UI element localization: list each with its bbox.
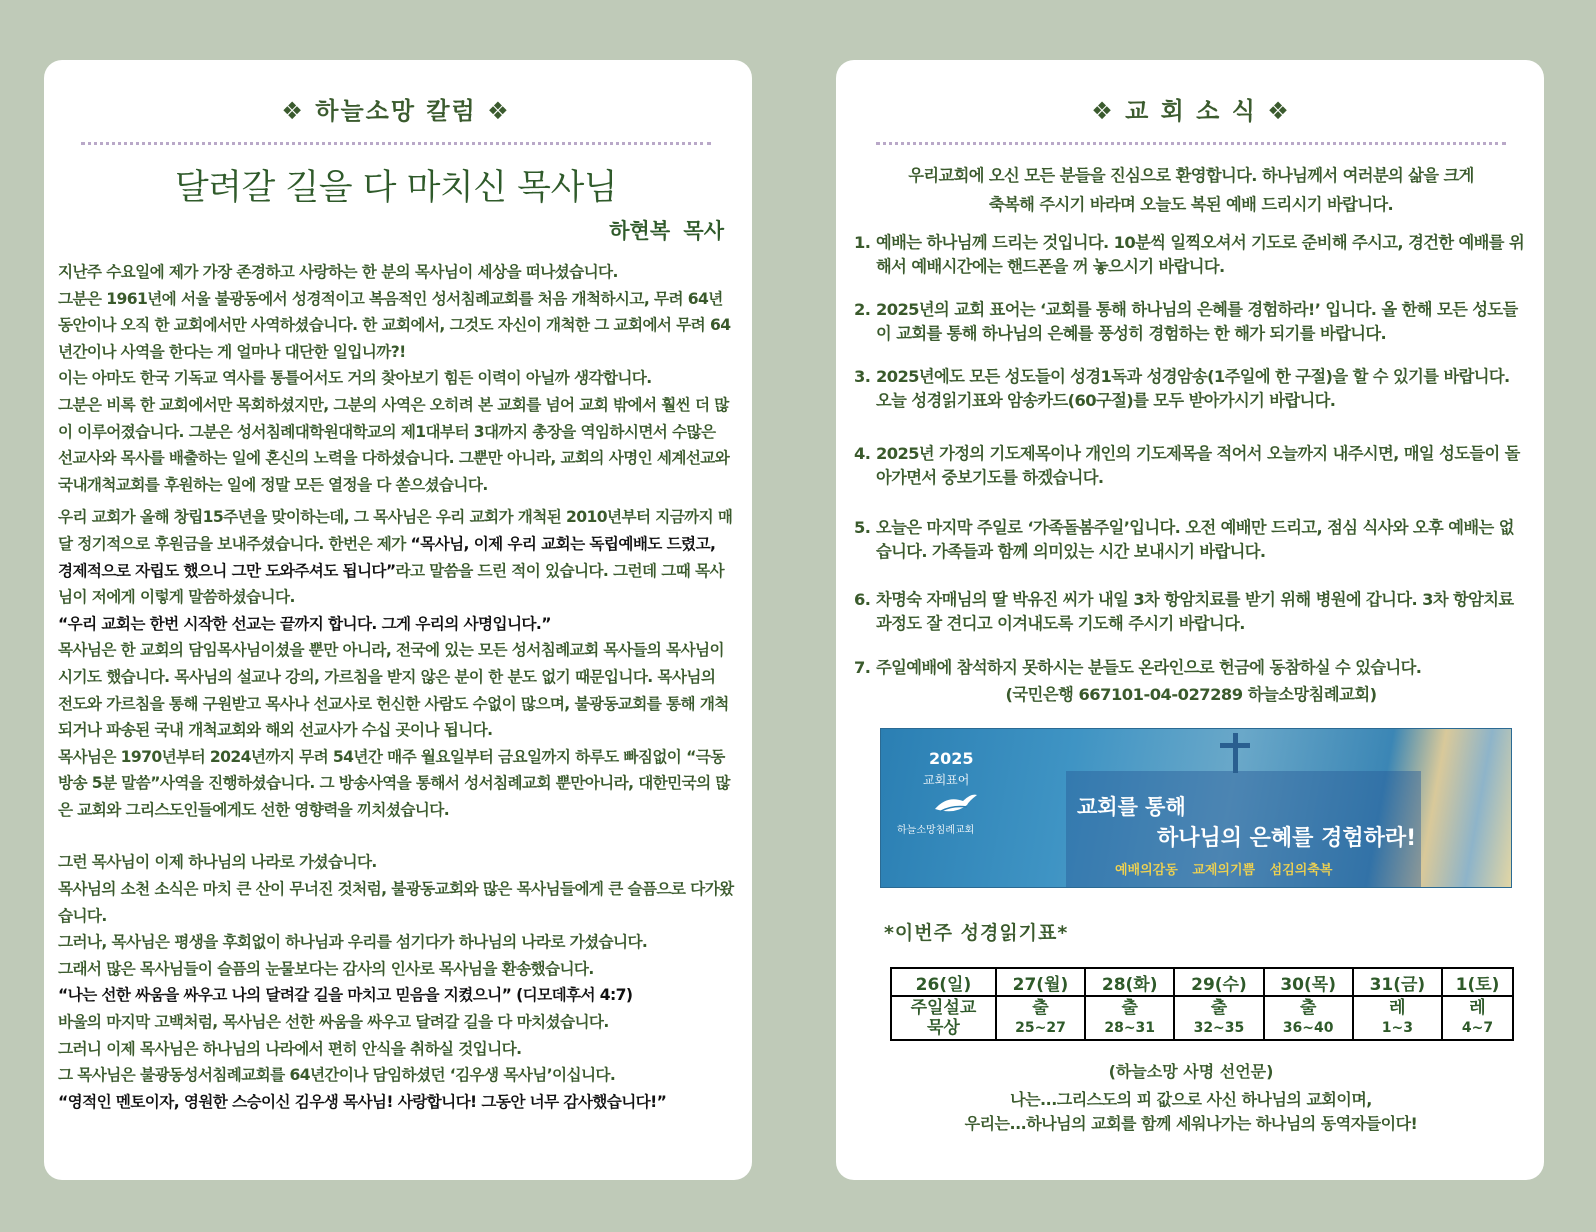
paragraph: 이는 아마도 한국 기독교 역사를 통틀어서도 거의 찾아보기 힘든 이력이 아닐까 생각합니다. [58,369,652,388]
notice-item [854,365,1528,413]
notice-number: 7. [854,658,871,677]
dove-logo-icon [933,791,979,817]
author: 하현복 목사 [609,219,724,243]
notice-item [854,656,1528,680]
notice-number: 2. [854,300,871,319]
notice-item [854,516,1528,564]
cross-icon [1233,733,1238,773]
day-header: 29(수) [1174,968,1263,996]
banner-year: 2025 [929,749,974,768]
notice-item [854,588,1528,636]
notice-item [854,298,1528,346]
cell-top: 주일설교 [910,998,977,1018]
closing-quote: “영적인 멘토이자, 영원한 스승이신 김우생 목사님! 사랑합니다! 그동안 너무 감사했습니다!” [58,1092,667,1111]
quote-line: “우리 교회는 한번 시작한 선교는 끝까지 합니다. 그게 우리의 사명입니다.” [58,614,551,633]
day-header: 1(토) [1442,968,1513,996]
news-panel [836,60,1544,1180]
paragraph: 목사님의 소천 소식은 마치 큰 산이 무너진 것처럼, 불광동교회와 많은 목사님들에게 큰 슬픔으로 다가왔습니다. [58,880,734,925]
day-header: 28(화) [1085,968,1174,996]
banner-subtitle: 교회표어 [923,773,970,787]
notice-text: 예배는 하나님께 드리는 것입니다. 10분씩 일찍오셔서 기도로 준비해 주시고, 경건한 예배를 위해서 예배시간에는 핸드폰을 꺼 놓으시기 바랍니다. [876,233,1525,276]
table-header-row [891,968,1513,996]
paragraph: 그러나, 목사님은 평생을 후회없이 하나님과 우리를 섬기다가 하나님의 나라로 가셨습니다. [58,933,648,952]
cell-top: 레 [1389,998,1406,1018]
paragraph: 그런 목사님이 이제 하나님의 나라로 가셨습니다. [58,853,377,872]
verse-ref: (디모데후서 4:7) [511,986,633,1005]
welcome-line: 우리교회에 오신 모든 분들을 진심으로 환영합니다. 하나님께서 여러분의 삶을 크게 [908,166,1474,185]
news-header: ❖ 교 회 소 식 ❖ [1091,97,1291,125]
divider [876,142,1506,145]
notice-number: 1. [854,233,871,252]
day-header: 30(목) [1264,968,1353,996]
banner-motto-line1: 교회를 통해 [1077,795,1186,819]
notice-list [854,231,1528,680]
paragraph: 그 목사님은 불광동성서침례교회를 64년간이나 담임하셨던 ‘김우생 목사님’이십니다. [58,1066,616,1085]
notice-text: 주일예배에 참석하지 못하시는 분들도 온라인으로 헌금에 동참하실 수 있습니다. [876,658,1422,677]
cell-bottom: 4~7 [1461,1020,1494,1036]
verse-line [58,982,734,1009]
mission-line: 우리는...하나님의 교회를 함께 세워나가는 하나님의 동역자들이다! [964,1114,1418,1133]
mission-line: 나는...그리스도의 피 값으로 사신 하나님의 교회이며, [1010,1090,1372,1109]
day-header: 31(금) [1353,968,1442,996]
notice-text: 2025년의 교회 표어는 ‘교회를 통해 하나님의 은혜를 경험하라!’ 입니다. 올 한해 모든 성도들이 교회를 통해 하나님의 은혜를 풍성히 경험하는 한 해가 되기를 바랍니다. [876,300,1518,343]
banner-tags: 예배의감동 교제의기쁨 섬김의축복 [1115,863,1333,878]
table-cell [891,996,996,1040]
notice-text: 차명숙 자매님의 딸 박유진 씨가 내일 3차 항암치료를 받기 위해 병원에 갑니다. 3차 항암치료 과정도 잘 견디고 이겨내도록 기도해 주시기 바랍니다. [876,590,1514,633]
cell-bottom: 1~3 [1381,1020,1413,1036]
welcome-line: 축복해 주시기 바라며 오늘도 복된 예배 드리시기 바랍니다. [988,195,1394,214]
table-cell [1264,996,1353,1040]
column-header: ❖ 하늘소망 칼럼 ❖ [281,97,511,125]
table-cell [1085,996,1174,1040]
table-cell [1174,996,1263,1040]
paragraph: 목사님은 1970년부터 2024년까지 무려 54년간 매주 월요일부터 금요일까지 하루도 빠짐없이 “극동방송 5분 말씀”사역을 진행하셨습니다. 그 방송사역을 통해서 성서침례교회 뿐만아니라, 대한민국의 많은 교회와 그리스도인들에게도 선한 영향력을 끼치셨습니다. [58,747,730,819]
paragraph: 지난주 수요일에 제가 가장 존경하고 사랑하는 한 분의 목사님이 세상을 떠나셨습니다. [58,263,618,281]
text-segment: 라고 말씀을 드린 적이 있습니다. 그런데 그때 목사님이 저에게 이렇게 말씀하셨습니다. [58,561,724,607]
motto-banner [880,728,1512,888]
cell-bottom: 묵상 [926,1018,960,1038]
welcome-message [854,161,1528,219]
day-header: 26(일) [891,968,996,996]
cell-bottom: 25~27 [1015,1020,1066,1036]
notice-number: 4. [854,444,871,463]
cell-top: 출 [1210,998,1228,1018]
reading-plan-title: *이번주 성경읽기표* [884,922,1069,944]
cell-bottom: 28~31 [1104,1020,1156,1036]
notice-item [854,442,1528,490]
text-segment: 우리 교회가 올해 창립15주년을 맞이하는데, 그 목사님은 우리 교회가 개척된 2010년부터 지금까지 매달 정기적으로 후원금을 보내주셨습니다. 한번은 제가 [58,508,733,553]
day-header: 27(월) [996,968,1085,996]
paragraph [58,504,734,610]
paragraph: 바울의 마지막 고백처럼, 목사님은 선한 싸움을 싸우고 달려갈 길을 다 마치셨습니다. [58,1013,609,1032]
banner-motto-line2: 하나님의 은혜를 경험하라! [1157,826,1417,851]
cell-bottom: 32~35 [1193,1020,1245,1036]
reading-plan-table [890,967,1514,1041]
cell-top: 출 [1032,998,1049,1018]
quote-segment: “목사님, 이제 우리 교회는 독립예배도 드렸고, 경제적으로 자립도 했으니 그만 도와주셔도 됩니다” [58,534,716,580]
mission-statement-title: (하늘소망 사명 선언문) [1108,1062,1274,1081]
notice-item [854,231,1528,279]
table-row [891,996,1513,1040]
column-panel [44,60,752,1180]
notice-number: 6. [854,590,871,609]
church-name: 하늘소망침례교회 [897,825,975,836]
column-body [58,259,734,1115]
notice-number: 3. [854,367,871,386]
paragraph: 그분은 1961년에 서울 불광동에서 성경적이고 복음적인 성서침례교회를 처음 개척하시고, 무려 64년 동안이나 오직 한 교회에서만 사역하셨습니다. 한 교회에서, 그것도 자신이 개척한 그 교회에서 무려 64년간이나 사역을 한다는 게 얼마나 대단한 일입니까?! [58,289,731,361]
paragraph: 그러니 이제 목사님은 하나님의 나라에서 편히 안식을 취하실 것입니다. [58,1039,522,1058]
table-cell [996,996,1085,1040]
notice-text: 오늘은 마지막 주일로 ‘가족돌봄주일’입니다. 오전 예배만 드리고, 점심 식사와 오후 예배는 없습니다. 가족들과 함께 의미있는 시간 보내시기 바랍니다. [876,518,1514,561]
cell-top: 레 [1469,998,1486,1018]
column-title: 달려갈 길을 다 마치신 목사님 [174,168,618,208]
cell-top: 출 [1299,998,1317,1018]
mission-statement [854,1088,1528,1136]
cross-icon [1220,743,1250,748]
cell-bottom: 36~40 [1282,1020,1334,1036]
bank-account: (국민은행 667101-04-027289 하늘소망침례교회) [1005,685,1377,704]
paragraph: 그래서 많은 목사님들이 슬픔의 눈물보다는 감사의 인사로 목사님을 환송했습니다. [58,959,594,978]
divider [81,142,711,145]
notice-text: 2025년에도 모든 성도들이 성경1독과 성경암송(1주일에 한 구절)을 할 수 있기를 바랍니다. 오늘 성경읽기표와 암송카드(60구절)를 모두 받아가시기 바랍니다. [876,367,1510,410]
paragraph: 그분은 비록 한 교회에서만 목회하셨지만, 그분의 사역은 오히려 본 교회를 넘어 교회 밖에서 훨씬 더 많이 이루어졌습니다. 그분은 성서침례대학원대학교의 제1대부터 3대까지 총장을 역임하시면서 수많은 선교사와 목사를 배출하는 일에 혼신의 노력을 다하셨습니다. 그뿐만 아니라, 교회의 사명인 세계선교와 국내개척교회를 후원하는 일에 정말 모든 열정을 다 쏟으셨습니다. [58,395,730,494]
notice-number: 5. [854,518,871,537]
notice-text: 2025년 가정의 기도제목이나 개인의 기도제목을 적어서 오늘까지 내주시면, 매일 성도들이 돌아가면서 중보기도를 하겠습니다. [876,444,1520,487]
table-cell [1442,996,1513,1040]
paragraph: 목사님은 한 교회의 담임목사님이셨을 뿐만 아니라, 전국에 있는 모든 성서침례교회 목사들의 목사님이시기도 했습니다. 목사님의 설교나 강의, 가르침을 받지 않은 분이 한 분도 없기 때문입니다. 목사님의 전도와 가르침을 통해 구원받고 목사나 선교사로 헌신한 사람도 수없이 많으며, 불광동교회를 통해 개척되거나 파송된 국내 개척교회와 해외 선교사가 수십 곳이나 됩니다. [58,641,729,740]
cell-top: 출 [1121,998,1138,1018]
table-cell [1353,996,1442,1040]
verse-quote: “나는 선한 싸움을 싸우고 나의 달려갈 길을 마치고 믿음을 지켰으니” [58,986,512,1005]
